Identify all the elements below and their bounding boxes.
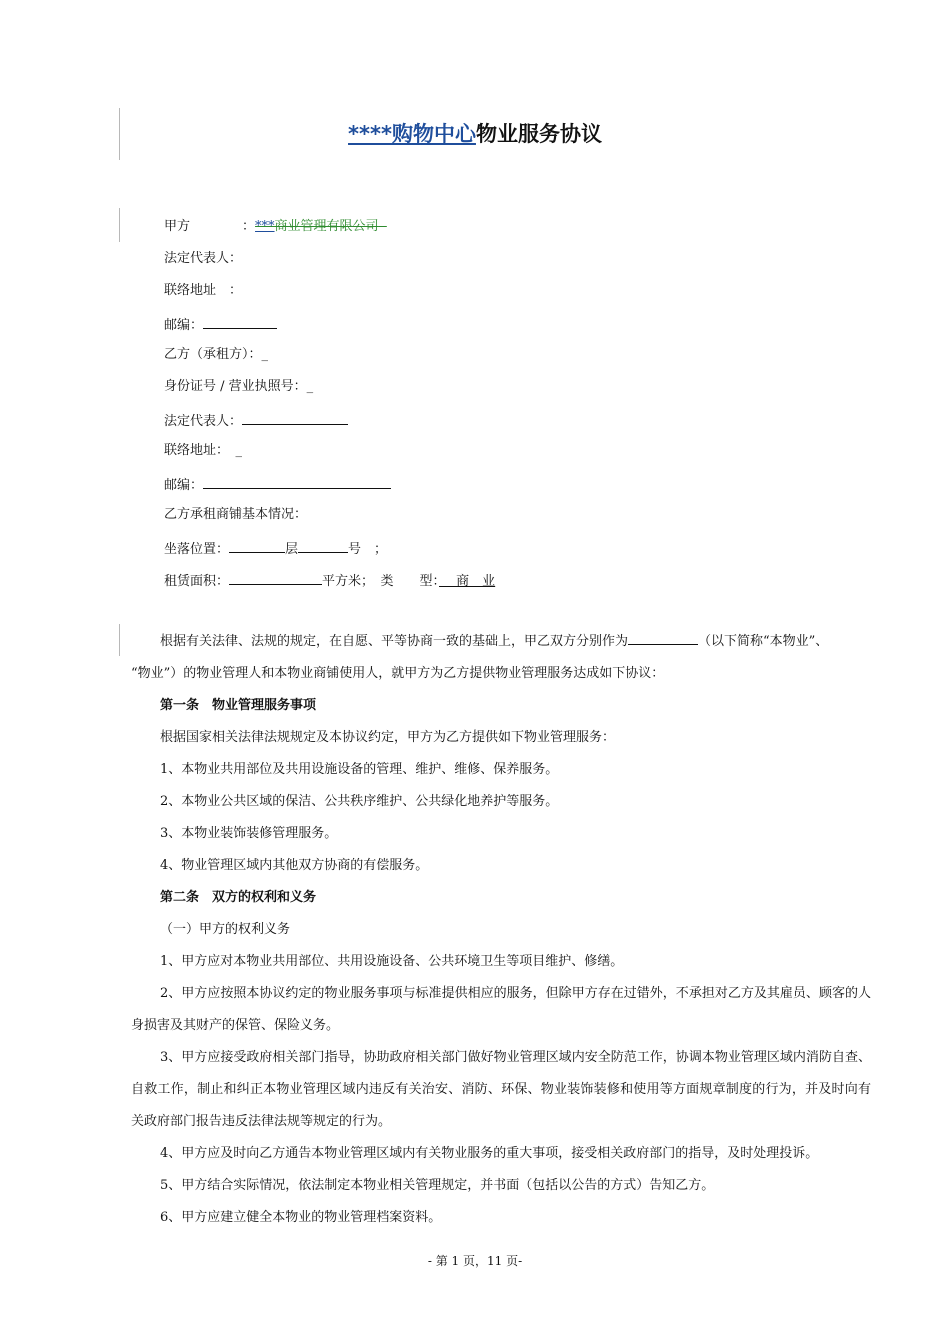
article-1-heading — [160, 697, 900, 715]
party-a-address — [164, 282, 242, 300]
shop-location — [164, 538, 387, 559]
revision-bar — [119, 208, 120, 242]
sqm-type-label: 平方米； 类 型： — [322, 574, 440, 589]
party-a-legal-rep — [164, 250, 242, 268]
blank-field — [203, 474, 391, 489]
blank-field — [628, 630, 698, 645]
party-b-address-label: 联络地址： _ — [164, 443, 243, 458]
blank-field — [229, 570, 322, 585]
blank-field — [242, 410, 348, 425]
party-b-id — [164, 378, 313, 396]
intro-paragraph — [160, 626, 876, 658]
shop-area — [164, 570, 495, 591]
location-label: 坐落位置： — [164, 542, 230, 557]
page-title — [0, 118, 950, 148]
party-a-colon: ： — [242, 219, 256, 234]
list-item — [131, 1042, 871, 1138]
list-item — [160, 1145, 900, 1163]
floor-label: 层 — [285, 542, 299, 557]
party-a-line — [164, 218, 387, 236]
party-b-postcode-label: 邮编： — [164, 478, 204, 493]
title-revised-text: ****购物中心 — [348, 122, 476, 146]
intro-text-3: “物业”）的物业管理人和本物业商铺使用人，就甲方为乙方提供物业管理服务达成如下协议： — [131, 666, 665, 681]
party-b-legal-rep-label: 法定代表人： — [164, 414, 243, 429]
article-1-lead — [160, 729, 900, 747]
list-item — [160, 761, 900, 779]
article-2-item-5: 5、甲方结合实际情况，依法制定本物业相关管理规定，并书面（包括以公告的方式）告知乙方。 — [160, 1178, 715, 1193]
list-item — [160, 793, 900, 811]
area-label: 租赁面积： — [164, 574, 230, 589]
article-1-item-2: 2、本物业公共区域的保洁、公共秩序维护、公共绿化地养护等服务。 — [160, 794, 559, 809]
title-text: 物业服务协议 — [475, 122, 602, 146]
party-b-label: 乙方（承租方）：_ — [164, 347, 269, 362]
revision-bar — [119, 624, 120, 656]
article-2-item-6: 6、甲方应建立健全本物业的物业管理档案资料。 — [160, 1210, 442, 1225]
party-a-postcode-label: 邮编： — [164, 318, 204, 333]
article-2-sub-text: （一）甲方的权利义务 — [160, 922, 291, 937]
article-1-item-1: 1、本物业共用部位及共用设施设备的管理、维护、维修、保养服务。 — [160, 762, 559, 777]
blank-field — [203, 314, 277, 329]
intro-text-2: （以下简称“本物业”、 — [698, 634, 829, 649]
party-b-address — [164, 442, 242, 460]
party-a-postcode — [164, 314, 277, 335]
article-2-subheading — [160, 921, 900, 939]
shop-heading — [164, 506, 307, 524]
intro-paragraph-cont — [131, 665, 871, 683]
article-1-lead-text: 根据国家相关法律法规规定及本协议约定，甲方为乙方提供如下物业管理服务： — [160, 730, 616, 745]
list-item — [160, 1177, 900, 1195]
list-item — [160, 953, 900, 971]
article-2-heading — [160, 889, 900, 907]
list-item — [160, 1209, 900, 1227]
type-value: 商 业 — [439, 574, 496, 589]
article-1-heading-text: 第一条 物业管理服务事项 — [160, 698, 317, 713]
blank-field — [298, 538, 348, 553]
list-item — [131, 978, 871, 1042]
party-b-legal-rep — [164, 410, 348, 431]
list-item — [160, 857, 900, 875]
shop-heading-text: 乙方承租商铺基本情况： — [164, 507, 308, 522]
intro-text-1: 根据有关法律、法规的规定，在自愿、平等协商一致的基础上，甲乙双方分别作为 — [160, 634, 629, 649]
article-2-item-2: 2、甲方应按照本协议约定的物业服务事项与标准提供相应的服务，但除甲方存在过错外，不承担对乙方及其雇员、顾客的人身损害及其财产的保管、保险义务。 — [131, 986, 871, 1033]
party-a-name-stars: *** — [255, 219, 275, 234]
article-2-item-4: 4、甲方应及时向乙方通告本物业管理区域内有关物业服务的重大事项，接受相关政府部门的指导，及时处理投诉。 — [160, 1146, 819, 1161]
party-a-name-rest: 商业管理有限公司 — [274, 219, 379, 234]
page-footer: - 第 1 页，11 页- — [427, 1254, 523, 1268]
list-item — [160, 825, 900, 843]
party-b-line — [164, 346, 268, 364]
article-2-item-3: 3、甲方应接受政府相关部门指导，协助政府相关部门做好物业管理区域内安全防范工作，协调本物业管理区域内消防自查、自救工作，制止和纠正本物业管理区域内违反有关治安、消防、环保、物业装饰装修和使用等方面规章制度的行为，并及时向有关政府部门报告违反法律法规等规定的行为。 — [131, 1050, 871, 1129]
article-1-item-4: 4、物业管理区域内其他双方协商的有偿服务。 — [160, 858, 429, 873]
article-2-item-1: 1、甲方应对本物业共用部位、共用设施设备、公共环境卫生等项目维护、修缮。 — [160, 954, 624, 969]
party-b-postcode — [164, 474, 391, 495]
article-2-heading-text: 第二条 双方的权利和义务 — [160, 890, 317, 905]
blank-field — [229, 538, 285, 553]
party-b-id-label: 身份证号 / 营业执照号：_ — [164, 379, 314, 394]
number-label: 号 ； — [348, 542, 388, 557]
party-a-address-label: 联络地址 ： — [164, 283, 243, 298]
party-a-label: 甲方 — [164, 219, 191, 234]
party-a-legal-rep-label: 法定代表人： — [164, 251, 243, 266]
article-1-item-3: 3、本物业装饰装修管理服务。 — [160, 826, 338, 841]
party-a-name — [255, 219, 387, 234]
